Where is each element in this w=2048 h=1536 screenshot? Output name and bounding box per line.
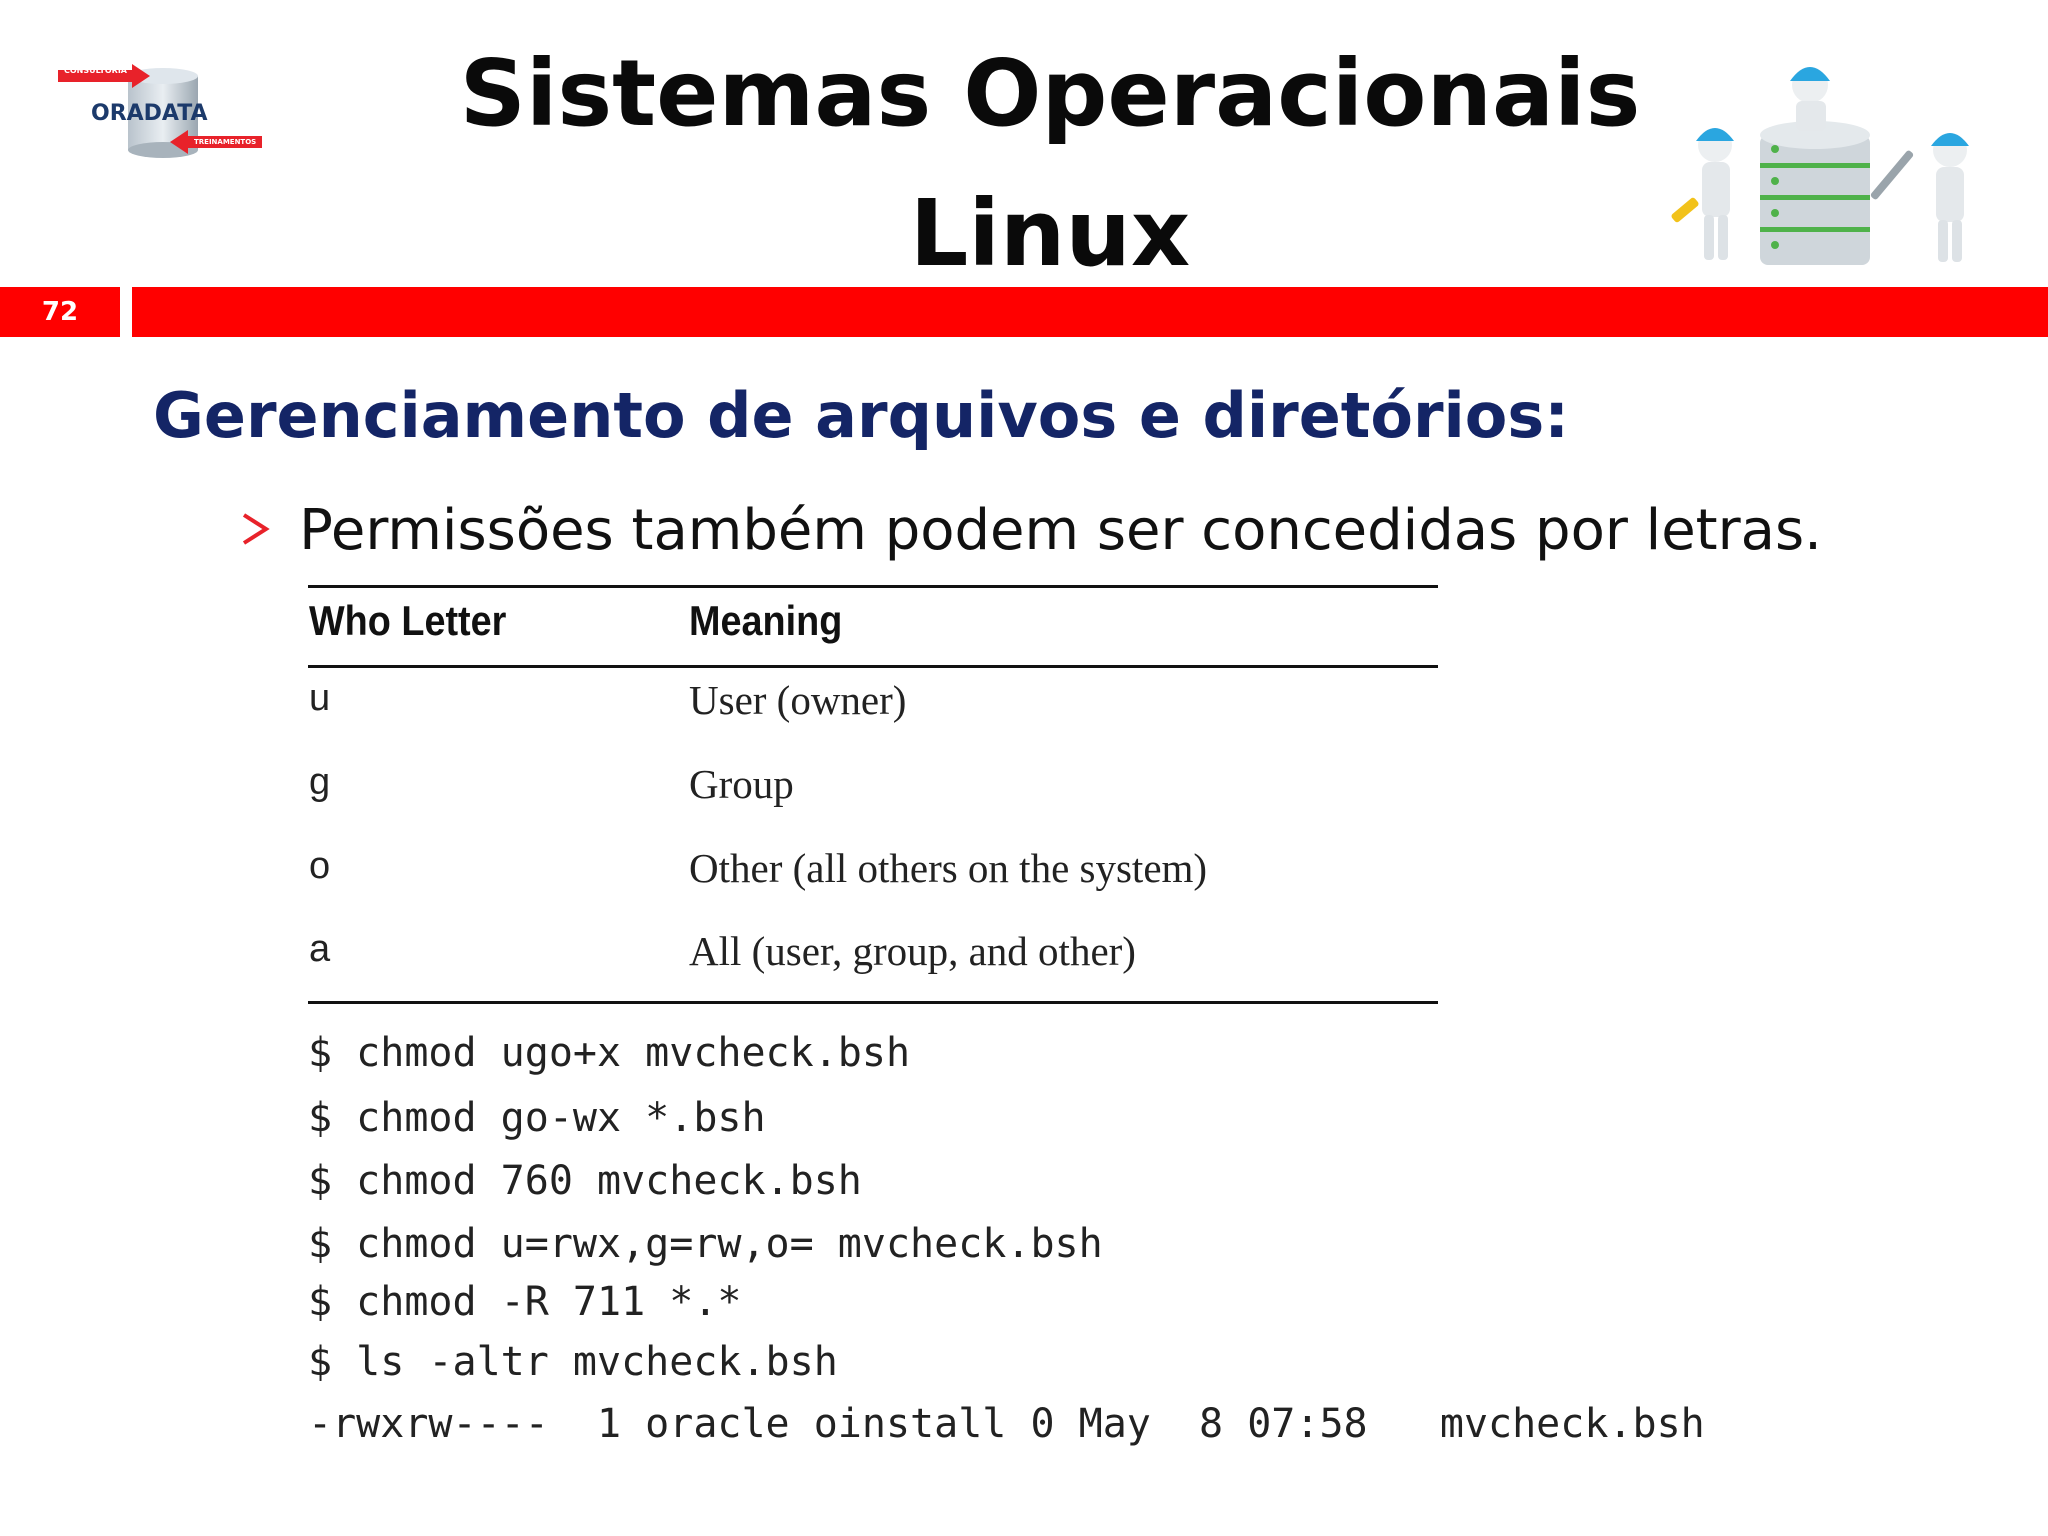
- table-cell-meaning: All (user, group, and other): [689, 928, 1136, 974]
- table-header-meaning: Meaning: [689, 597, 843, 644]
- bullet-text: Permissões também podem ser concedidas por letras.: [299, 498, 1822, 563]
- table-top-rule: [308, 585, 1438, 588]
- code-line: $ chmod 760 mvcheck.bsh: [308, 1158, 862, 1204]
- code-line: $ chmod u=rwx,g=rw,o= mvcheck.bsh: [308, 1221, 1103, 1267]
- table-cell-meaning: User (owner): [689, 677, 907, 723]
- logo-tag-bottom: TREINAMENTOS: [194, 138, 257, 146]
- code-line: $ chmod -R 711 *.*: [308, 1279, 742, 1325]
- code-line: $ chmod ugo+x mvcheck.bsh: [308, 1030, 911, 1076]
- table-cell-letter: g: [309, 761, 331, 803]
- logo-text: ORADATA: [91, 101, 208, 126]
- slide-title-line1: Sistemas Operacionais: [459, 40, 1641, 147]
- slide-title-line2: Linux: [909, 180, 1191, 287]
- chevron-right-icon: [240, 512, 270, 550]
- bullet-item: [240, 500, 1822, 562]
- section-heading: Gerenciamento de arquivos e diretórios:: [153, 379, 1570, 452]
- logo-tag-top: CONSULTORIA: [64, 66, 127, 75]
- slide-number: 72: [0, 287, 120, 337]
- table-cell-meaning: Other (all others on the system): [689, 845, 1208, 891]
- server-workers-icon: [1660, 45, 1990, 270]
- code-output-line: -rwxrw---- 1 oracle oinstall 0 May 8 07:58 mvcheck.bsh: [308, 1401, 1705, 1447]
- table-header-who-letter: Who Letter: [309, 597, 507, 644]
- header-divider-bar: [132, 287, 2048, 337]
- code-line: $ chmod go-wx *.bsh: [308, 1095, 766, 1141]
- table-cell-letter: o: [309, 845, 331, 887]
- table-bottom-rule: [308, 1001, 1438, 1004]
- table-cell-meaning: Group: [689, 761, 794, 807]
- code-line: $ ls -altr mvcheck.bsh: [308, 1339, 838, 1385]
- table-cell-letter: a: [309, 928, 331, 970]
- table-header-rule: [308, 665, 1438, 668]
- table-cell-letter: u: [309, 677, 331, 719]
